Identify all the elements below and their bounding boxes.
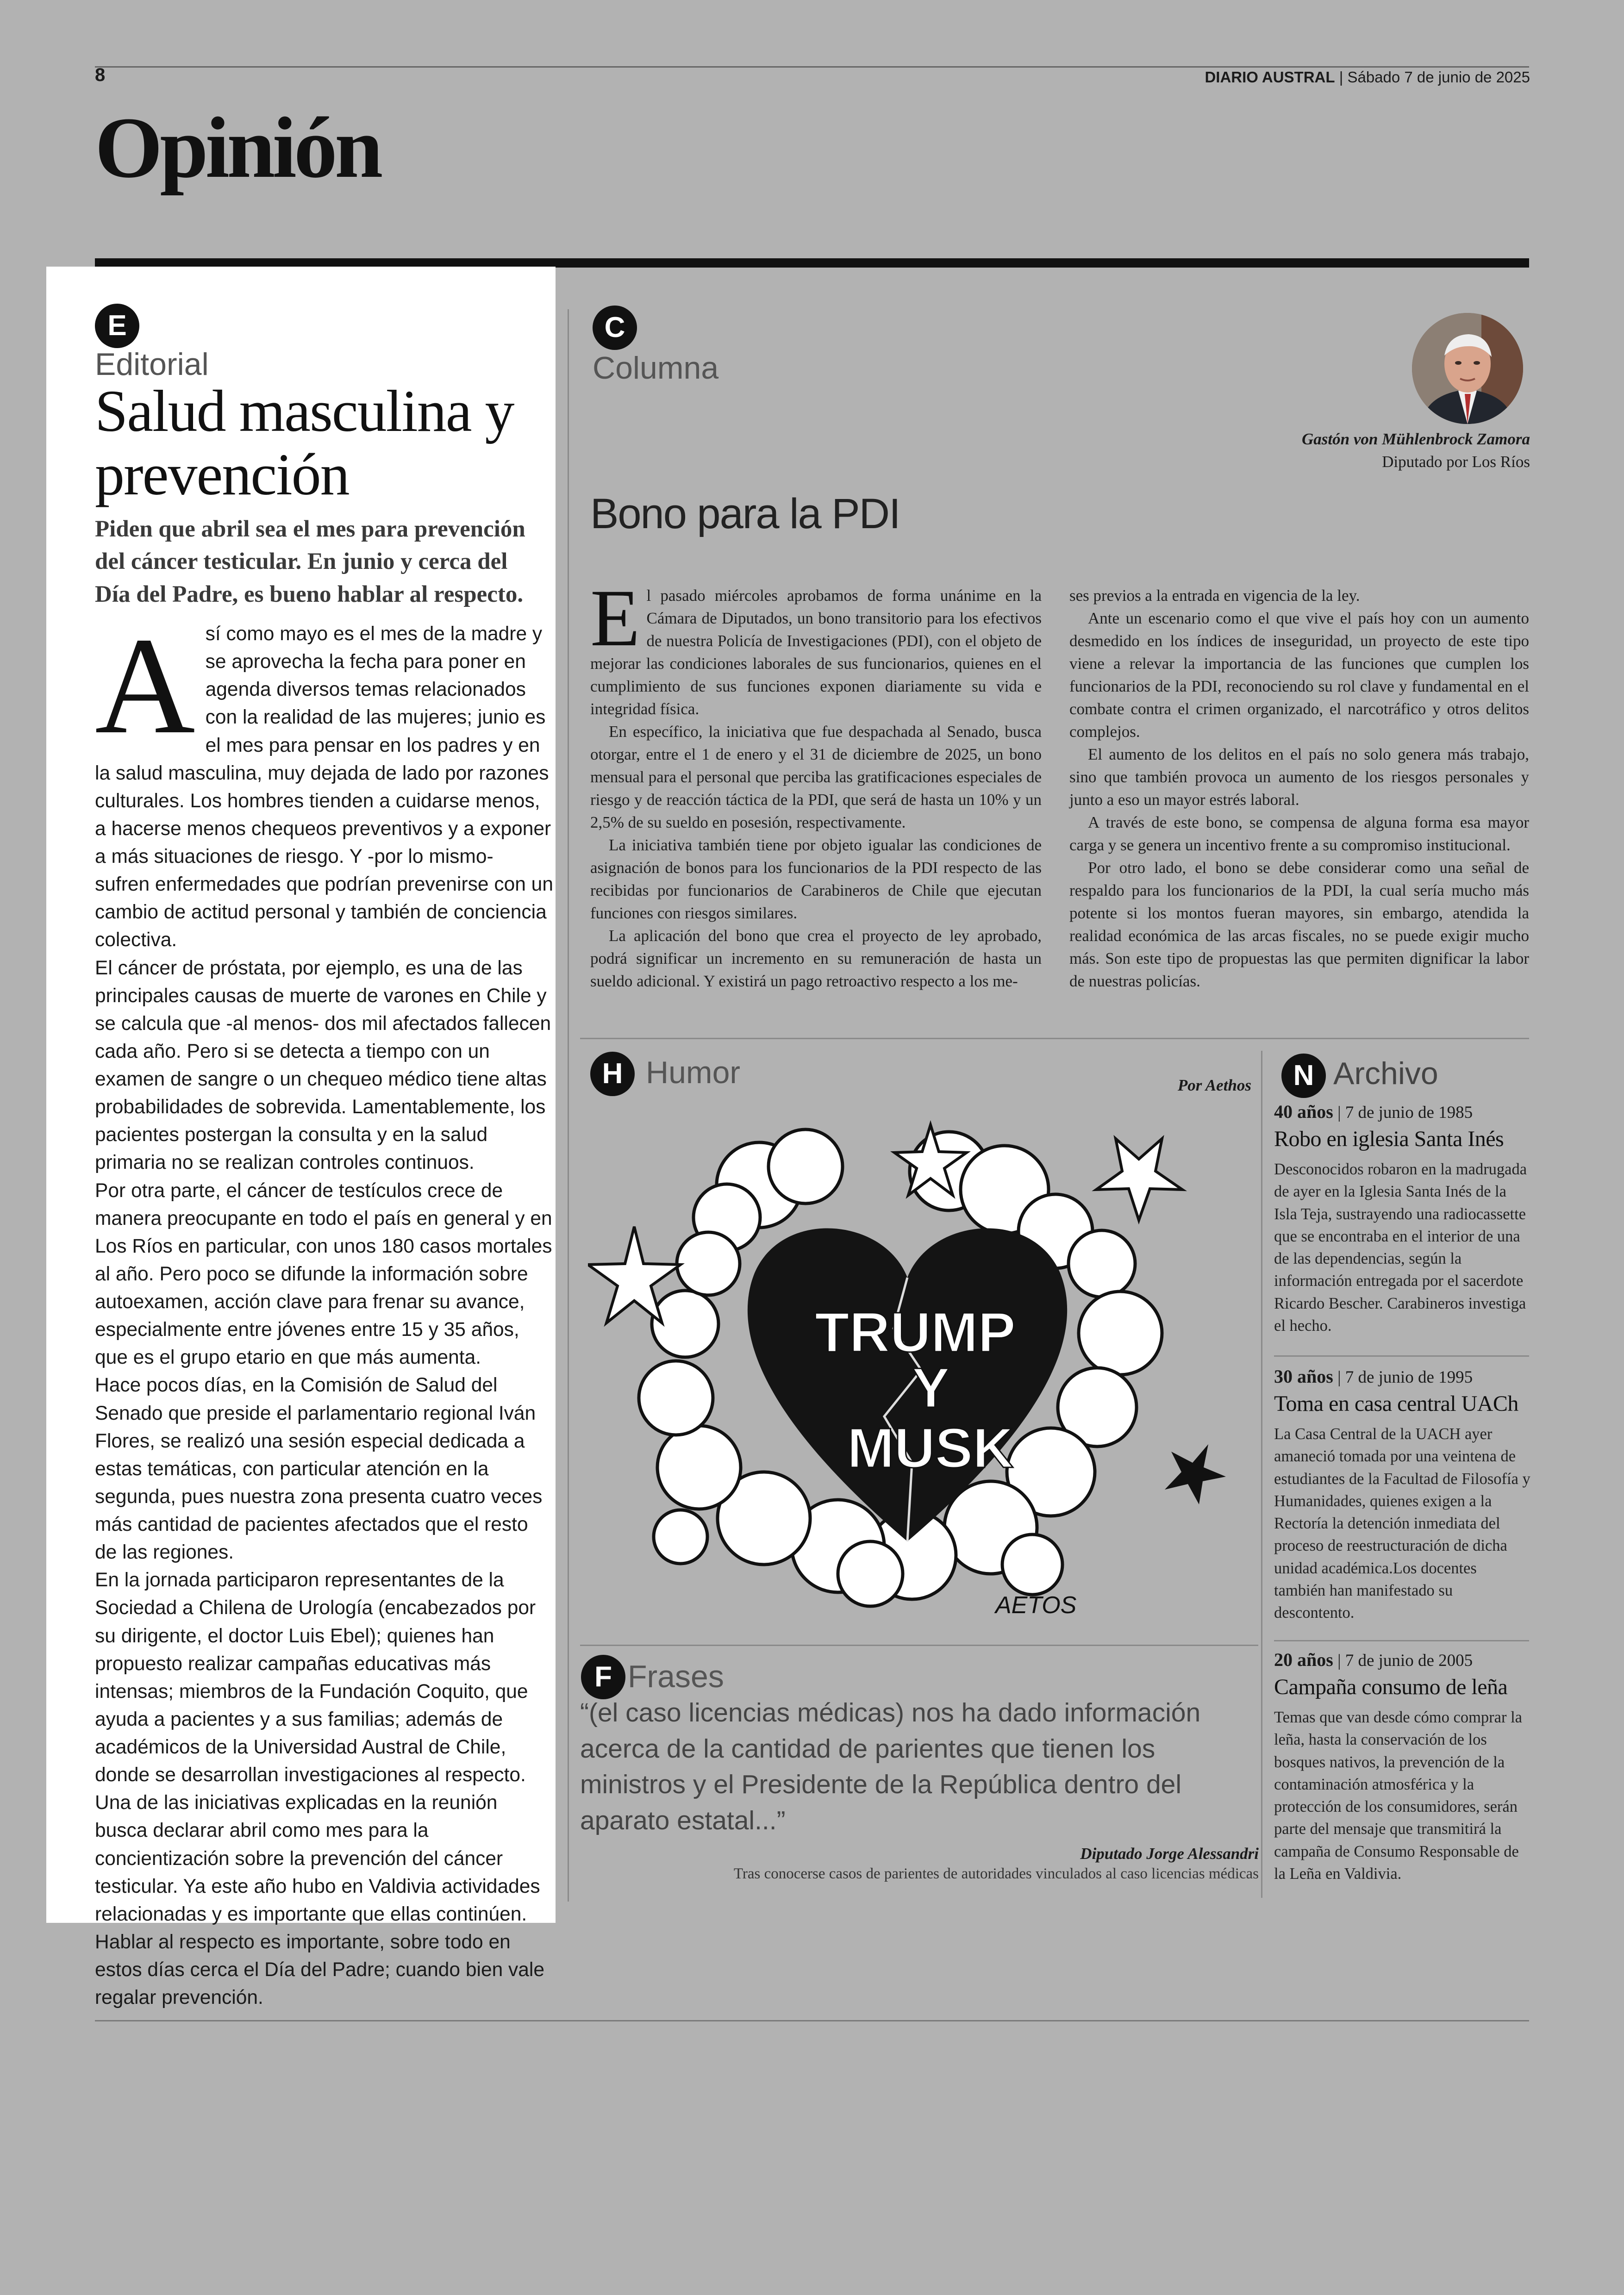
editorial-badge: E — [95, 304, 139, 348]
column-paragraph: En específico, la iniciativa que fue despachada al Senado, busca otorgar, entre el 1 de enero y el 31 de diciembre de 2025, un bono mensual para el personal que perciba las gratificaciones especiales de riesgo y de reacción táctica de la PDI, que será de hasta un 10% y un 2,5% de su sueldo en posesión, respectivamente. — [590, 723, 1042, 831]
archivo-date: 7 de junio de 1985 — [1345, 1103, 1473, 1122]
bottom-rule — [95, 2020, 1529, 2021]
frases-quote: “(el caso licencias médicas) nos ha dado información acerca de la cantidad de parientes que tienen los ministros y el Presidente de la República dentro del aparato estatal...” — [580, 1698, 1201, 1835]
archivo-date: 7 de junio de 1995 — [1345, 1368, 1473, 1387]
author-name: Gastón von Mühlenbrock Zamora — [1302, 430, 1530, 448]
archivo-divider — [1261, 1051, 1262, 1898]
archivo-rule — [1274, 1355, 1529, 1357]
column-paragraph: Por otro lado, el bono se debe considerar como una señal de respaldo para los funcionarios de la PDI, la cual sería mucho más potente si los montos fueran mayores, sin embargo, atendida la realidad económica de las arcas fiscales, no se puede exigir mucho más. Son este tipo de propuestas las que permiten dignificar la labor de nuestras policías. — [1069, 859, 1529, 990]
column-paragraph: A través de este bono, se compensa de alguna forma esa mayor carga y se genera un incentivo frente a su compromiso institucional. — [1069, 813, 1529, 854]
page-number: 8 — [95, 65, 106, 85]
editorial-dropcap: A — [95, 609, 195, 762]
archivo-body: Temas que van desde cómo comprar la leña, hasta la conservación de los bosques nativos, la prevención de la contaminación atmosférica y la protección de los consumidores, serán parte del mensaje que transmitirá la campaña de Consumo Responsable de la Leña en Valdivia. — [1274, 1709, 1522, 1883]
column-paragraph: La aplicación del bono que crea el proyecto de ley aprobado, podrá significar un incremento en su remuneración de hasta un sueldo adicional. Y existirá un pago retroactivo respecto a los me- — [590, 927, 1042, 990]
cartoon-text-trump: TRUMP — [815, 1301, 1016, 1364]
column-paragraph: ses previos a la entrada en vigencia de la ley. — [1069, 586, 1360, 605]
author-portrait-icon — [1412, 313, 1523, 424]
archivo-item — [1274, 1101, 1531, 1337]
masthead — [1205, 69, 1530, 86]
column-title: Bono para la PDI — [590, 490, 900, 537]
archivo-item-years: 30 años | 7 de junio de 1995 — [1274, 1366, 1473, 1387]
archivo-headline: Robo en iglesia Santa Inés — [1274, 1127, 1504, 1151]
cartoon-text-musk: MUSK — [847, 1416, 1014, 1479]
column-paragraph: El aumento de los delitos en el país no solo genera más trabajo, sino que también provoca un aumento de los riesgos personales y junto a eso un mayor estrés laboral. — [1069, 745, 1529, 809]
column-body-left — [590, 573, 1042, 992]
editorial-title: Salud masculina y prevención — [95, 378, 514, 507]
masthead-separator: | — [1335, 69, 1348, 86]
editorial-paragraph: En la jornada participaron representantes de la Sociedad a Chilena de Urología (encabezados por su dirigente, el doctor Luis Ebel); quienes han propuesto realizar campañas educativas más intensas; miembros de la Fundación Coquito, que ayuda a pacientes y a sus familias; además de académicos de la Universidad Austral de Chile, donde se desarrollan investigaciones al respecto. — [95, 1569, 536, 1786]
column-badge: C — [593, 306, 637, 350]
archivo-years-label: 20 años — [1274, 1649, 1333, 1670]
author-photo — [1412, 313, 1523, 424]
column-divider — [568, 309, 569, 1902]
column-paragraph: Ante un escenario como el que vive el país hoy con un aumento desmedido en los índices de inseguridad, un proyecto de este tipo viene a relevar la importancia de las funciones que cumplen los funcionarios de la PDI, reconociendo su rol clave y fundamental en el combate contra el crimen organizado, el narcotráfico y otros delitos complejos. — [1069, 609, 1529, 741]
cartoon-text-y: Y — [912, 1356, 950, 1419]
column-kicker: Columna — [593, 350, 719, 386]
archivo-item-years: 40 años | 7 de junio de 1985 — [1274, 1101, 1473, 1122]
column-bottom-rule — [580, 1038, 1529, 1039]
cartoon-illustration — [588, 1111, 1227, 1643]
author-role: Diputado por Los Ríos — [1382, 453, 1530, 471]
humor-credit: Por Aethos — [1177, 1076, 1251, 1094]
cartoon-signature: AETOS — [995, 1592, 1077, 1619]
column-paragraph-text: l pasado miércoles aprobamos de forma unánime en la Cámara de Diputados, un bono transitorio para los efectivos de nuestra Policía de Investigaciones (PDI), con el objeto de mejorar las condiciones laborales de sus funcionarios, quienes en el cumplimiento de sus funciones exponen diariamente su vida e integridad física. — [590, 586, 1042, 718]
editorial-paragraph: Hace pocos días, en la Comisión de Salud del Senado que preside el parlamentario regional Iván Flores, se realizó una sesión especial dedicada a estas temáticas, con particular atención en la segunda, pues nuestra zona presenta cuatro veces más cantidad de pacientes afectados que el resto de las regiones. — [95, 1374, 543, 1564]
paper-name: DIARIO AUSTRAL — [1205, 69, 1335, 86]
archivo-item — [1274, 1649, 1531, 1885]
column-body-right — [1069, 584, 1529, 992]
archivo-headline: Campaña consumo de leña — [1274, 1675, 1508, 1699]
archivo-kicker: Archivo — [1333, 1056, 1438, 1091]
editorial-paragraph — [95, 609, 553, 954]
archivo-years-label: 30 años — [1274, 1366, 1333, 1387]
frases-caption: Tras conocerse casos de parientes de autoridades vinculados al caso licencias médicas — [733, 1865, 1259, 1882]
humor-badge: H — [590, 1052, 635, 1096]
editorial-lead: Piden que abril sea el mes para prevención del cáncer testicular. En junio y cerca del Día del Padre, es bueno hablar al respecto. — [95, 516, 525, 607]
archivo-rule — [1274, 1640, 1529, 1641]
section-rule — [95, 258, 1529, 268]
humor-bottom-rule — [580, 1645, 1258, 1646]
frases-kicker: Frases — [628, 1659, 724, 1694]
archivo-date: 7 de junio de 2005 — [1345, 1651, 1473, 1670]
archivo-body: La Casa Central de la UACH ayer amaneció tomada por una veintena de estudiantes de la Facultad de Filosofía y Humanidades, quienes exigen a la Rectoría la detención inmediata del proceso de reestructuración de dicha unidad académica.Los docentes también han manifestado su descontento. — [1274, 1425, 1530, 1622]
editorial-kicker: Editorial — [95, 347, 209, 382]
editorial-paragraph: Una de las iniciativas explicadas en la reunión busca declarar abril como mes para la concientización sobre la prevención del cáncer testicular. Ya este año hubo en Valdivia actividades relacionadas y es importante que ellas continúen. Hablar al respecto es importante, sobre todo en estos días cerca el Día del Padre; cuando bien vale regalar prevención. — [95, 1792, 545, 2009]
editorial-paragraph: El cáncer de próstata, por ejemplo, es una de las principales causas de muerte de varones en Chile y se calcula que -al menos- dos mil afectados fallecen cada año. Pero si se detecta a tiempo con un examen de sangre o un chequeo médico tiene altas probabilidades de sobrevida. Lamentablemente, los pacientes postergan la consulta y en la salud primaria no se realizan controles continuos. — [95, 957, 551, 1174]
archivo-years-label: 40 años — [1274, 1101, 1333, 1122]
issue-date: Sábado 7 de junio de 2025 — [1347, 69, 1530, 86]
archivo-badge: N — [1281, 1054, 1326, 1098]
top-rule — [95, 66, 1529, 68]
humor-cartoon — [588, 1111, 1227, 1643]
archivo-item — [1274, 1366, 1531, 1624]
archivo-body: Desconocidos robaron en la madrugada de ayer en la Iglesia Santa Inés de la Isla Teja, sustrayendo una radiocassette que se encontraba en el interior de una de las dependencias, según la información entregada por el sacerdote Ricardo Bescher. Carabineros investiga el hecho. — [1274, 1160, 1527, 1335]
editorial-body — [95, 609, 553, 2012]
humor-kicker: Humor — [646, 1055, 741, 1090]
editorial-paragraph: Por otra parte, el cáncer de testículos crece de manera preocupante en todo el país en general y en Los Ríos en particular, con unos 180 casos mortales al año. Pero poco se difunde la información sobre autoexamen, acción clave para frenar su avance, especialmente entre jóvenes entre 15 y 35 años, que es el grupo etario en que más aumenta. — [95, 1179, 552, 1369]
editorial-paragraph-text: sí como mayo es el mes de la madre y se aprovecha la fecha para poner en agenda diversos temas relacionados con la realidad de las mujeres; junio es el mes para pensar en los padres y en la salud masculina, muy dejada de lado por razones culturales. Los hombres tienden a cuidarse menos, a hacerse menos chequeos preventivos y a exponer a más situaciones de riesgo. Y -por lo mismo- sufren enfermedades que podrían prevenirse con un cambio de actitud personal y también de conciencia colectiva. — [95, 623, 553, 951]
frases-author: Diputado Jorge Alessandri — [1080, 1845, 1259, 1863]
column-dropcap: E — [590, 573, 640, 663]
column-author — [1302, 428, 1530, 473]
frases-badge: F — [581, 1655, 625, 1699]
section-title: Opinión — [95, 99, 381, 196]
column-paragraph — [590, 573, 1042, 720]
column-paragraph: La iniciativa también tiene por objeto igualar las condiciones de asignación de bonos para los funcionarios de la PDI respecto de las recibidas por funcionarios de Carabineros de Chile que ejecutan funciones con riesgos similares. — [590, 836, 1042, 922]
archivo-headline: Toma en casa central UACh — [1274, 1391, 1518, 1416]
archivo-item-years: 20 años | 7 de junio de 2005 — [1274, 1649, 1473, 1670]
